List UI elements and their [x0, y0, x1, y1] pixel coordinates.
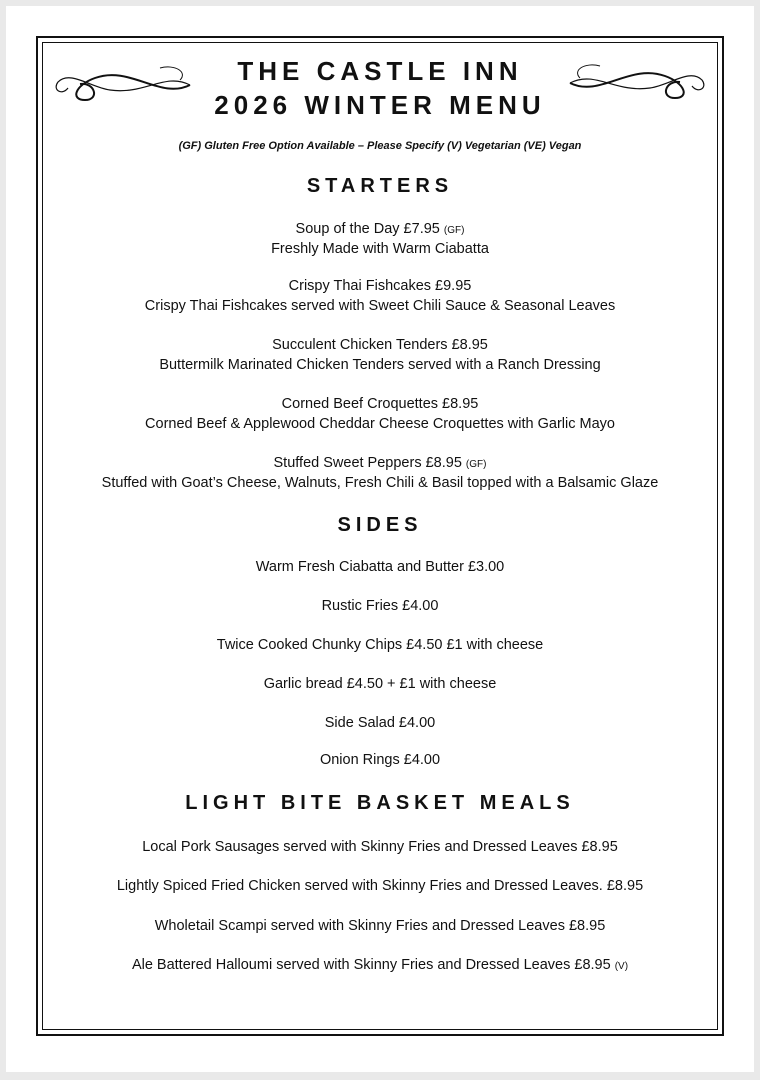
starter-tag: (GF): [443, 225, 465, 236]
starter-name: Soup of the Day £7.95: [295, 221, 440, 237]
starter-desc: Corned Beef & Applewood Cheddar Cheese Croquettes with Garlic Mayo: [145, 416, 615, 432]
starter-desc: Stuffed with Goat’s Cheese, Walnuts, Fresh Chili & Basil topped with a Balsamic Glaze: [101, 475, 659, 491]
light-bites-heading: LIGHT BITE BASKET MEALS: [185, 792, 575, 814]
starter-item: [40, 336, 720, 375]
starter-item: [40, 454, 720, 493]
starter-item: [40, 220, 720, 259]
side-item: Garlic bread £4.50 + £1 with cheese: [263, 676, 497, 692]
starter-item: [40, 395, 720, 434]
light-bite-text: Wholetail Scampi served with Skinny Fries and Dressed Leaves £8.95: [154, 918, 606, 934]
starter-tag: (GF): [465, 459, 487, 470]
starter-desc: Freshly Made with Warm Ciabatta: [271, 241, 489, 257]
side-item: Onion Rings £4.00: [319, 752, 441, 768]
light-bite-text: Lightly Spiced Fried Chicken served with Skinny Fries and Dressed Leaves. £8.95: [116, 878, 644, 894]
side-item: Side Salad £4.00: [324, 715, 436, 731]
starter-name: Succulent Chicken Tenders £8.95: [272, 337, 488, 353]
starters-heading: STARTERS: [306, 175, 454, 197]
sides-heading: SIDES: [337, 514, 423, 536]
dietary-key: (GF) Gluten Free Option Available – Please Specify (V) Vegetarian (VE) Vegan: [178, 140, 582, 152]
light-bite-item: [40, 917, 720, 937]
starter-item: [40, 277, 720, 316]
side-item: Rustic Fries £4.00: [321, 598, 439, 614]
side-item: Twice Cooked Chunky Chips £4.50 £1 with cheese: [216, 637, 544, 653]
starter-name: Stuffed Sweet Peppers £8.95: [273, 455, 462, 471]
starter-desc: Buttermilk Marinated Chicken Tenders served with a Ranch Dressing: [159, 357, 601, 373]
menu-title-line2: 2026 WINTER MENU: [214, 90, 546, 120]
light-bite-item: [40, 838, 720, 858]
light-bite-tag: (V): [614, 961, 629, 972]
starter-name: Crispy Thai Fishcakes £9.95: [288, 278, 472, 294]
menu-title-line1: THE CASTLE INN: [237, 56, 523, 86]
light-bite-text: Ale Battered Halloumi served with Skinny Fries and Dressed Leaves £8.95: [131, 957, 611, 973]
starter-name: Corned Beef Croquettes £8.95: [281, 396, 479, 412]
side-item: Warm Fresh Ciabatta and Butter £3.00: [255, 559, 505, 575]
light-bite-item: [40, 877, 720, 897]
light-bite-text: Local Pork Sausages served with Skinny Fries and Dressed Leaves £8.95: [142, 839, 618, 855]
menu-content: [40, 40, 720, 1030]
light-bite-item: [40, 956, 720, 976]
starter-desc: Crispy Thai Fishcakes served with Sweet Chili Sauce & Seasonal Leaves: [144, 298, 616, 314]
